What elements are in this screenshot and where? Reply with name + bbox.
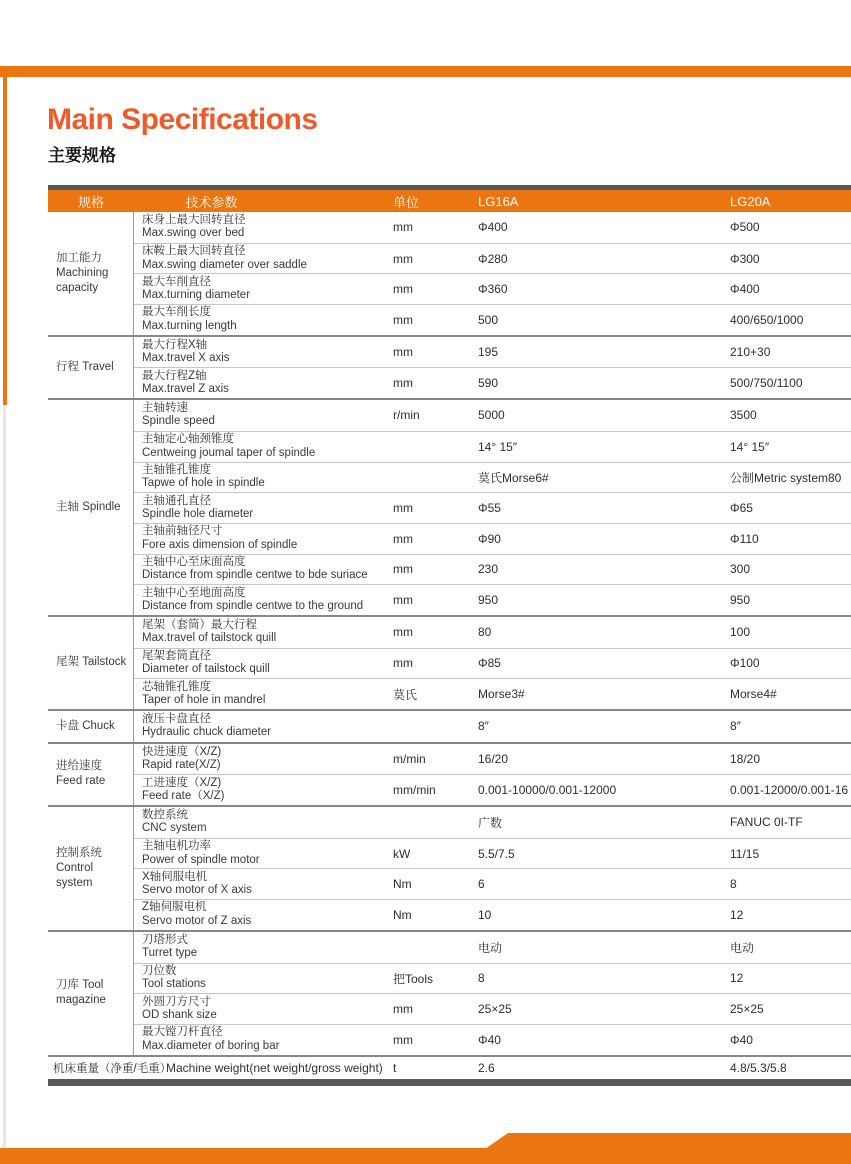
parameter-name-cn: 芯轴锥孔锥度 bbox=[142, 680, 211, 693]
spec-group-label: 进给速度 Feed rate bbox=[48, 744, 134, 805]
parameter-cell bbox=[134, 681, 393, 708]
value-lg16a-cell: 8 bbox=[478, 971, 485, 986]
page-subtitle: 主要规格 bbox=[48, 146, 116, 165]
value-lg20a-cell: 300 bbox=[730, 562, 751, 577]
value-lg20a-cell: 0.001-12000/0.001-16 bbox=[730, 783, 849, 798]
spec-group-label: 主轴 Spindle bbox=[48, 400, 134, 615]
value-lg16a-cell: 10 bbox=[478, 907, 492, 922]
parameter-cell bbox=[134, 464, 393, 491]
spec-group bbox=[48, 212, 851, 337]
value-lg20a-cell: 8 bbox=[730, 877, 737, 892]
table-row bbox=[134, 838, 851, 869]
parameter-name-en: Tool stations bbox=[142, 978, 206, 991]
unit-cell: mm bbox=[393, 251, 413, 266]
value-lg20a-cell: Φ400 bbox=[730, 282, 760, 297]
unit-cell: mm/min bbox=[393, 783, 436, 798]
value-lg16a-cell: Φ360 bbox=[478, 282, 508, 297]
value-lg20a-cell: 8″ bbox=[730, 719, 741, 734]
spec-group-label: 加工能力 Machining capacity bbox=[48, 212, 134, 335]
parameter-name-en: Diameter of tailstock quill bbox=[142, 663, 270, 676]
unit-cell: mm bbox=[393, 531, 413, 546]
unit-cell: mm bbox=[393, 345, 413, 360]
parameter-name-en: Tapwe of hole in spindle bbox=[142, 477, 265, 490]
parameter-cell bbox=[134, 370, 393, 397]
table-row bbox=[134, 774, 851, 805]
parameter-name-en: Max.travel of tailstock quill bbox=[142, 632, 277, 645]
parameter-name-en: Max.diameter of boring bar bbox=[142, 1039, 280, 1052]
value-lg20a-cell: 25×25 bbox=[730, 1002, 764, 1017]
parameter-name-en: Max.swing over bed bbox=[142, 227, 245, 240]
unit-cell: mm bbox=[393, 501, 413, 516]
parameter-cell bbox=[134, 556, 393, 583]
value-lg20a-cell: Morse4# bbox=[730, 687, 777, 702]
parameter-name-en: Distance from spindle centwe to the ground bbox=[142, 600, 364, 613]
table-row bbox=[134, 367, 851, 398]
parameter-name-cn: 尾架（套筒）最大行程 bbox=[142, 618, 257, 631]
parameter-name-cn: Z轴伺服电机 bbox=[142, 901, 207, 914]
parameter-cell bbox=[134, 525, 393, 552]
spec-group-rows bbox=[134, 337, 851, 398]
parameter-name-en: Fore axis dimension of spindle bbox=[142, 538, 298, 551]
value-lg16a-cell: 广数 bbox=[478, 815, 503, 830]
table-row bbox=[134, 337, 851, 368]
parameter-name-cn: 最大车削长度 bbox=[142, 306, 211, 319]
value-lg20a-cell: 500/750/1100 bbox=[730, 376, 803, 391]
spec-group-label: 控制系统 Control system bbox=[48, 807, 134, 930]
value-lg16a-cell: Φ90 bbox=[478, 531, 501, 546]
parameter-name-cn: 主轴中心至床面高度 bbox=[142, 555, 246, 568]
parameter-name-cn: 尾架套筒直径 bbox=[142, 649, 211, 662]
machine-weight-row bbox=[48, 1057, 851, 1079]
weight-value-lg20a: 4.8/5.3/5.8 bbox=[730, 1060, 787, 1075]
table-row bbox=[134, 304, 851, 335]
unit-cell: mm bbox=[393, 1032, 413, 1047]
value-lg20a-cell: Φ300 bbox=[730, 251, 760, 266]
value-lg16a-cell: 500 bbox=[478, 312, 499, 327]
value-lg16a-cell: 6 bbox=[478, 877, 485, 892]
left-accent-bar bbox=[3, 77, 7, 405]
value-lg16a-cell: 25×25 bbox=[478, 1002, 512, 1017]
parameter-cell bbox=[134, 214, 393, 241]
table-row bbox=[134, 807, 851, 838]
table-row bbox=[134, 932, 851, 963]
spec-group bbox=[48, 932, 851, 1057]
parameter-cell bbox=[134, 840, 393, 867]
unit-cell: m/min bbox=[393, 752, 426, 767]
table-body bbox=[48, 212, 851, 1057]
specifications-table bbox=[48, 185, 851, 1086]
value-lg16a-cell: Φ400 bbox=[478, 220, 508, 235]
parameter-cell bbox=[134, 746, 393, 773]
header-param: 技术参数 bbox=[185, 194, 238, 210]
weight-value-lg16a: 2.6 bbox=[478, 1060, 495, 1075]
value-lg16a-cell: 950 bbox=[478, 593, 499, 608]
parameter-cell bbox=[134, 650, 393, 677]
parameter-cell bbox=[134, 306, 393, 333]
parameter-name-cn: 主轴中心至地面高度 bbox=[142, 586, 246, 599]
parameter-name-cn: 最大车削直径 bbox=[142, 275, 211, 288]
parameter-name-en: Feed rate（X/Z) bbox=[142, 790, 225, 803]
parameter-name-en: Spindle speed bbox=[142, 415, 215, 428]
unit-cell: mm bbox=[393, 376, 413, 391]
table-row bbox=[134, 744, 851, 775]
parameter-name-en: Distance from spindle centwe to bde suriace bbox=[142, 569, 368, 582]
spec-group-rows bbox=[134, 617, 851, 709]
parameter-name-en: Power of spindle motor bbox=[142, 853, 260, 866]
unit-cell: kW bbox=[393, 846, 411, 861]
value-lg20a-cell: 210+30 bbox=[730, 345, 771, 360]
spec-group-rows bbox=[134, 212, 851, 335]
parameter-name-cn: 快进速度（X/Z) bbox=[142, 745, 222, 758]
parameter-name-en: CNC system bbox=[142, 822, 207, 835]
table-row bbox=[134, 400, 851, 431]
unit-cell: Nm bbox=[393, 907, 412, 922]
parameter-cell bbox=[134, 276, 393, 303]
value-lg16a-cell: 195 bbox=[478, 345, 499, 360]
parameter-cell bbox=[134, 965, 393, 992]
header-spec: 规格 bbox=[77, 194, 104, 210]
parameter-name-en: OD shank size bbox=[142, 1009, 217, 1022]
parameter-name-cn: 主轴前轴径尺寸 bbox=[142, 525, 223, 538]
spec-group bbox=[48, 337, 851, 400]
table-bottom-rule bbox=[48, 1079, 851, 1086]
parameter-name-cn: X轴伺服电机 bbox=[142, 870, 208, 883]
parameter-name-cn: 最大行程Z轴 bbox=[142, 369, 207, 382]
parameter-name-en: Max.travel Z axis bbox=[142, 383, 229, 396]
header-model-lg20a: LG20A bbox=[730, 193, 771, 209]
parameter-name-en: Max.swing diameter over saddle bbox=[142, 258, 307, 271]
parameter-name-en: Max.turning diameter bbox=[142, 289, 251, 302]
spec-group-label: 卡盘 Chuck bbox=[48, 711, 134, 742]
parameter-name-cn: 主轴电机功率 bbox=[142, 840, 211, 853]
value-lg16a-cell: 5000 bbox=[478, 408, 505, 423]
unit-cell: Nm bbox=[393, 877, 412, 892]
spec-group bbox=[48, 711, 851, 744]
table-row bbox=[134, 1024, 851, 1055]
unit-cell: r/min bbox=[393, 408, 420, 423]
table-row bbox=[134, 431, 851, 462]
parameter-name-cn: 最大行程X轴 bbox=[142, 338, 208, 351]
value-lg20a-cell: Φ65 bbox=[730, 501, 753, 516]
spec-group bbox=[48, 744, 851, 807]
parameter-name-en: Spindle hole diameter bbox=[142, 508, 254, 521]
value-lg16a-cell: 莫氏Morse6# bbox=[478, 470, 549, 485]
spec-group-label: 尾架 Tailstock bbox=[48, 617, 134, 709]
table-row bbox=[134, 523, 851, 554]
value-lg16a-cell: Φ280 bbox=[478, 251, 508, 266]
parameter-name-en: Servo motor of X axis bbox=[142, 884, 252, 897]
unit-cell: mm bbox=[393, 562, 413, 577]
parameter-name-cn: 主轴定心轴颈锥度 bbox=[142, 433, 234, 446]
parameter-name-en: Taper of hole in mandrel bbox=[142, 694, 266, 707]
table-row bbox=[134, 711, 851, 742]
value-lg20a-cell: 12 bbox=[730, 971, 744, 986]
value-lg16a-cell: Φ55 bbox=[478, 501, 501, 516]
unit-cell: mm bbox=[393, 312, 413, 327]
value-lg16a-cell: Φ40 bbox=[478, 1032, 501, 1047]
value-lg20a-cell: Φ110 bbox=[730, 531, 759, 546]
parameter-cell bbox=[134, 713, 393, 740]
unit-cell: mm bbox=[393, 593, 413, 608]
parameter-cell bbox=[134, 996, 393, 1023]
table-row bbox=[134, 554, 851, 585]
spec-group-label: 行程 Travel bbox=[48, 337, 134, 398]
left-edge-line bbox=[3, 405, 6, 1148]
table-row bbox=[134, 617, 851, 648]
unit-cell: 莫氏 bbox=[393, 687, 418, 702]
parameter-name-en: Rapid rate(X/Z) bbox=[142, 759, 221, 772]
value-lg20a-cell: 电动 bbox=[730, 940, 755, 955]
parameter-name-cn: 最大镗刀杆直径 bbox=[142, 1026, 223, 1039]
spec-group-rows bbox=[134, 711, 851, 742]
parameter-cell bbox=[134, 934, 393, 961]
value-lg20a-cell: 18/20 bbox=[730, 752, 761, 767]
table-row bbox=[134, 678, 851, 709]
table-header-row bbox=[48, 190, 851, 212]
spec-group-rows bbox=[134, 400, 851, 615]
parameter-name-cn: 外圆刀方尺寸 bbox=[142, 995, 211, 1008]
parameter-cell bbox=[134, 809, 393, 836]
table-row bbox=[134, 492, 851, 523]
parameter-name-en: Hydraulic chuck diameter bbox=[142, 726, 272, 739]
parameter-cell bbox=[134, 777, 393, 804]
parameter-cell bbox=[134, 245, 393, 272]
table-row bbox=[134, 584, 851, 615]
page-title: Main Specifications bbox=[47, 103, 318, 136]
weight-label-cn: 机床重量（净重/毛重） bbox=[53, 1062, 172, 1075]
bottom-accent-block bbox=[485, 1133, 851, 1149]
parameter-name-cn: 刀位数 bbox=[142, 964, 177, 977]
spec-group-label: 刀库 Tool magazine bbox=[48, 932, 134, 1055]
parameter-name-en: Max.turning length bbox=[142, 319, 237, 332]
parameter-cell bbox=[134, 339, 393, 366]
bottom-accent-band bbox=[0, 1148, 851, 1164]
value-lg20a-cell: 100 bbox=[730, 625, 751, 640]
parameter-name-cn: 液压卡盘直径 bbox=[142, 712, 211, 725]
table-row bbox=[134, 648, 851, 679]
weight-unit: t bbox=[393, 1060, 397, 1075]
parameter-cell bbox=[134, 495, 393, 522]
unit-cell: mm bbox=[393, 220, 413, 235]
value-lg16a-cell: 8″ bbox=[478, 719, 489, 734]
value-lg20a-cell: Φ500 bbox=[730, 220, 760, 235]
value-lg20a-cell: 950 bbox=[730, 593, 751, 608]
table-row bbox=[134, 963, 851, 994]
unit-cell: mm bbox=[393, 656, 413, 671]
table-row bbox=[134, 212, 851, 243]
value-lg20a-cell: Φ100 bbox=[730, 656, 760, 671]
value-lg16a-cell: 80 bbox=[478, 625, 492, 640]
top-accent-bar bbox=[0, 66, 851, 77]
value-lg16a-cell: 16/20 bbox=[478, 752, 509, 767]
weight-label-en: Machine weight(net weight/gross weight) bbox=[166, 1060, 383, 1075]
parameter-name-cn: 床身上最大回转直径 bbox=[142, 213, 246, 226]
header-model-lg16a: LG16A bbox=[478, 193, 519, 209]
value-lg20a-cell: 12 bbox=[730, 907, 744, 922]
table-row bbox=[134, 273, 851, 304]
parameter-cell bbox=[134, 619, 393, 646]
value-lg20a-cell: 3500 bbox=[730, 408, 757, 423]
parameter-name-cn: 主轴转速 bbox=[142, 401, 188, 414]
spec-group-rows bbox=[134, 932, 851, 1055]
parameter-name-cn: 刀塔形式 bbox=[142, 933, 188, 946]
parameter-cell bbox=[134, 433, 393, 460]
parameter-name-cn: 主轴通孔直径 bbox=[142, 494, 211, 507]
spec-group bbox=[48, 400, 851, 617]
unit-cell: mm bbox=[393, 625, 413, 640]
value-lg20a-cell: 公制Metric system80 bbox=[730, 470, 842, 485]
parameter-cell bbox=[134, 587, 393, 614]
parameter-name-en: Max.travel X axis bbox=[142, 352, 230, 365]
value-lg16a-cell: Φ85 bbox=[478, 656, 501, 671]
table-row bbox=[134, 462, 851, 493]
table-row bbox=[134, 993, 851, 1024]
parameter-name-en: Centweing joumal taper of spindle bbox=[142, 446, 316, 459]
value-lg16a-cell: 电动 bbox=[478, 940, 503, 955]
value-lg16a-cell: 5.5/7.5 bbox=[478, 846, 515, 861]
parameter-cell bbox=[134, 1026, 393, 1053]
value-lg20a-cell: 14° 15″ bbox=[730, 439, 770, 454]
parameter-cell bbox=[134, 402, 393, 429]
parameter-name-cn: 数控系统 bbox=[142, 808, 188, 821]
spec-group bbox=[48, 807, 851, 932]
spec-group-rows bbox=[134, 744, 851, 805]
spec-group bbox=[48, 617, 851, 711]
parameter-name-en: Servo motor of Z axis bbox=[142, 914, 252, 927]
value-lg20a-cell: 11/15 bbox=[730, 846, 760, 861]
value-lg20a-cell: 400/650/1000 bbox=[730, 312, 804, 327]
parameter-name-cn: 主轴锥孔锥度 bbox=[142, 463, 211, 476]
parameter-cell bbox=[134, 871, 393, 898]
value-lg16a-cell: Morse3# bbox=[478, 687, 525, 702]
parameter-name-en: Turret type bbox=[142, 947, 198, 960]
table-row bbox=[134, 868, 851, 899]
value-lg16a-cell: 14° 15″ bbox=[478, 439, 518, 454]
table-row bbox=[134, 899, 851, 930]
value-lg16a-cell: 590 bbox=[478, 376, 499, 391]
unit-cell: mm bbox=[393, 1002, 413, 1017]
value-lg20a-cell: Φ40 bbox=[730, 1032, 753, 1047]
spec-group-rows bbox=[134, 807, 851, 930]
value-lg20a-cell: FANUC 0I-TF bbox=[730, 815, 803, 830]
value-lg16a-cell: 0.001-10000/0.001-12000 bbox=[478, 783, 617, 798]
unit-cell: mm bbox=[393, 282, 413, 297]
parameter-name-cn: 工进速度（X/Z) bbox=[142, 776, 222, 789]
parameter-name-cn: 床鞍上最大回转直径 bbox=[142, 245, 246, 258]
unit-cell: 把Tools bbox=[393, 971, 434, 986]
header-unit: 单位 bbox=[393, 194, 420, 210]
parameter-cell bbox=[134, 901, 393, 928]
table-row bbox=[134, 243, 851, 274]
value-lg16a-cell: 230 bbox=[478, 562, 499, 577]
